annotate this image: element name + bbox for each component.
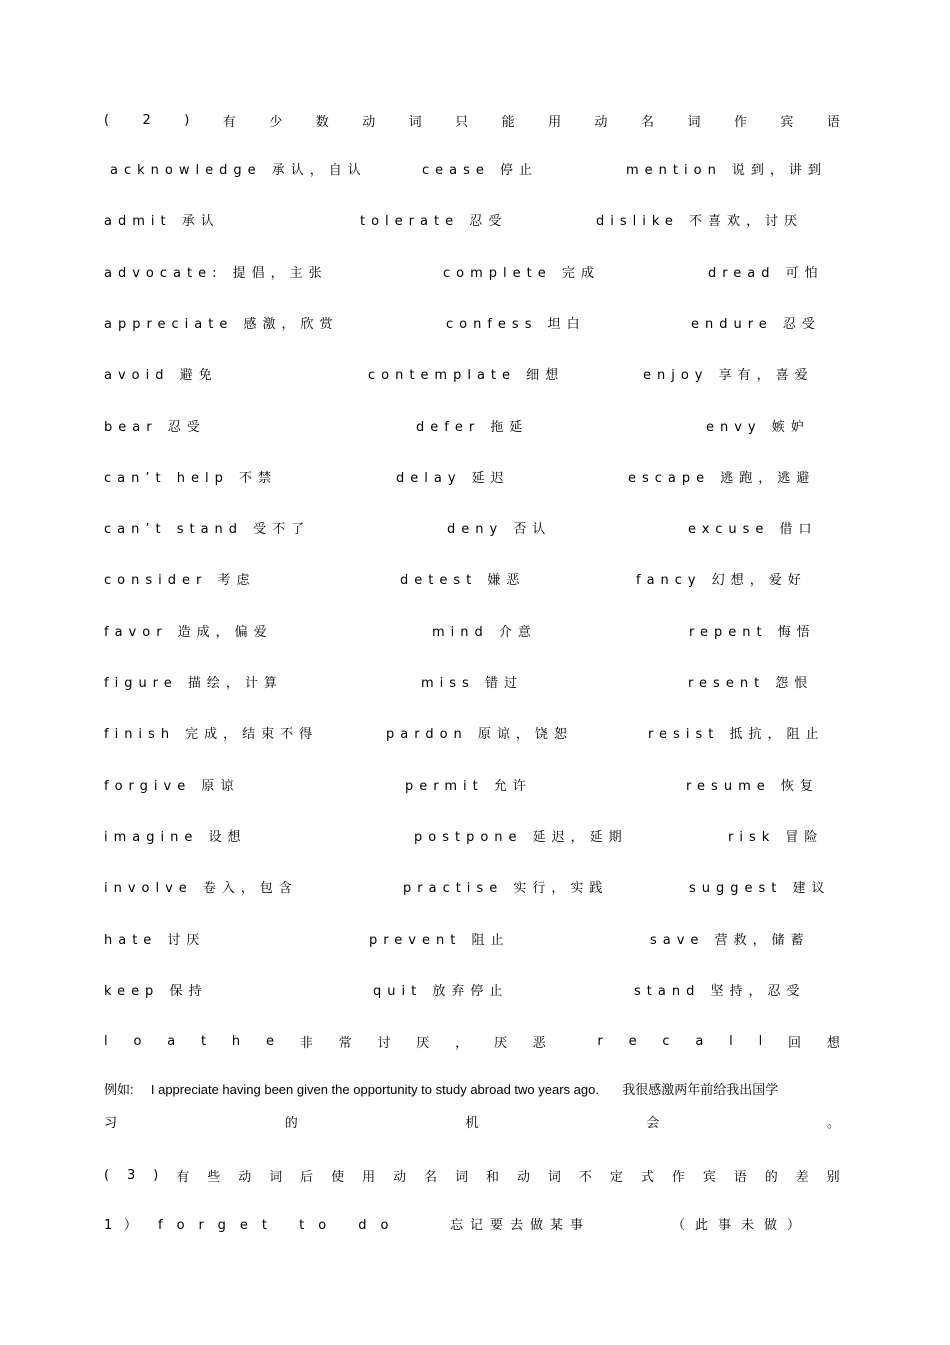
- heading-char: 别: [826, 1169, 840, 1185]
- verb-row: [0, 519, 950, 541]
- item-note: （此事未做）: [672, 1218, 811, 1233]
- heading-char: 词: [269, 1169, 283, 1185]
- item-number: 1: [104, 1218, 119, 1233]
- heading-char: 语: [826, 114, 840, 130]
- example-translation-tail: [104, 1112, 840, 1134]
- verb-entry: figure 描绘，计算: [104, 676, 283, 691]
- heading-char: 词: [455, 1169, 469, 1185]
- verb-entry: can’t help 不禁: [104, 471, 277, 486]
- heading-char: 使: [331, 1169, 345, 1185]
- section-heading-3: [104, 1164, 840, 1186]
- row-char: t: [201, 1033, 207, 1049]
- heading-char: 作: [733, 114, 747, 130]
- heading-char: 式: [640, 1169, 654, 1185]
- verb-entry: mind 介意: [432, 625, 537, 640]
- row-char: 讨: [377, 1035, 391, 1051]
- row-char: l: [729, 1033, 733, 1049]
- verb-entry: delay 延迟: [396, 471, 510, 486]
- row-char: 常: [338, 1035, 352, 1051]
- heading-char: 宾: [702, 1169, 716, 1185]
- heading-char: 词: [547, 1169, 561, 1185]
- verb-entry: tolerate 忍受: [360, 214, 508, 229]
- verb-entry: defer 拖延: [416, 420, 529, 435]
- verb-entry: dislike 不喜欢，讨厌: [596, 214, 804, 229]
- verb-entry: dread 可怕: [708, 266, 824, 281]
- verb-entry: enjoy 享有，喜爱: [643, 368, 814, 383]
- verb-entry: keep 保持: [104, 984, 208, 999]
- verb-row: [0, 468, 950, 490]
- verb-entry: forgive 原谅: [104, 779, 240, 794]
- verb-entry: deny 否认: [447, 522, 552, 537]
- heading-char: 语: [733, 1169, 747, 1185]
- verb-entry: acknowledge 承认，自认: [110, 163, 367, 178]
- row-char: c: [662, 1033, 670, 1049]
- heading-char: 有: [222, 114, 236, 130]
- verb-entry: imagine 设想: [104, 830, 247, 845]
- verb-entry: risk 冒险: [728, 830, 824, 845]
- heading-char: 名: [641, 114, 655, 130]
- verb-entry: avoid 避免: [104, 368, 218, 383]
- heading-char: (: [104, 1167, 110, 1183]
- verb-row: [0, 622, 950, 644]
- heading-char: 有: [176, 1169, 190, 1185]
- verb-entry: fancy 幻想，爱好: [636, 573, 807, 588]
- heading-char: 作: [671, 1169, 685, 1185]
- heading-char: 2: [142, 112, 151, 128]
- verb-entry: envy 嫉妒: [706, 420, 810, 435]
- heading-char: 用: [362, 1169, 376, 1185]
- verb-entry: mention 说到，讲到: [626, 163, 827, 178]
- row-char: 厌: [416, 1035, 430, 1051]
- verb-row: [0, 930, 950, 952]
- verb-entry: postpone 延迟，延期: [414, 830, 628, 845]
- heading-char: 后: [300, 1169, 314, 1185]
- verb-row: [0, 981, 950, 1003]
- verb-entry: excuse 借口: [688, 522, 818, 537]
- row-char: 恶: [532, 1035, 546, 1051]
- row-char: h: [231, 1033, 241, 1049]
- verb-entry: involve 卷入，包含: [104, 881, 298, 896]
- heading-char: 宾: [780, 114, 794, 130]
- example-sentence: [104, 1079, 778, 1098]
- verb-row: [0, 314, 950, 336]
- heading-char: 动: [594, 114, 608, 130]
- verb-entry: can’t stand 受不了: [104, 522, 311, 537]
- row-char: 厌: [493, 1035, 507, 1051]
- row-char: e: [628, 1033, 637, 1049]
- verb-entry: admit 承认: [104, 214, 220, 229]
- verb-row: [0, 417, 950, 439]
- heading-char: (: [104, 112, 110, 128]
- verb-entry: bear 忍受: [104, 420, 206, 435]
- row-char: a: [167, 1033, 176, 1049]
- verb-entry: endure 忍受: [691, 317, 821, 332]
- heading-char: 少: [269, 114, 283, 130]
- heading-char: 词: [408, 114, 422, 130]
- verb-row: [0, 776, 950, 798]
- verb-entry: complete 完成: [443, 266, 600, 281]
- heading-char: 动: [362, 114, 376, 130]
- verb-entry: resist 抵抗，阻止: [648, 727, 825, 742]
- item-forget-to-do: [0, 1215, 950, 1237]
- heading-char: 不: [578, 1169, 592, 1185]
- example-translation: 我很感激两年前给我出国学: [622, 1082, 779, 1097]
- verb-row: [0, 878, 950, 900]
- verb-entry: pardon 原谅，饶恕: [386, 727, 573, 742]
- verb-entry: detest 嫌恶: [400, 573, 526, 588]
- verb-row: [0, 365, 950, 387]
- heading-char: 能: [501, 114, 515, 130]
- verb-entry: resume 恢复: [686, 779, 819, 794]
- verb-row: [0, 673, 950, 695]
- translation-char: 会: [646, 1116, 660, 1131]
- row-char: o: [133, 1033, 142, 1049]
- row-char: l: [104, 1033, 108, 1049]
- row-char: 非: [299, 1035, 313, 1051]
- verb-row: [0, 724, 950, 746]
- heading-char: 差: [795, 1169, 809, 1185]
- row-char: ，: [455, 1035, 469, 1051]
- heading-char: ): [184, 112, 190, 128]
- verb-entry: miss 错过: [421, 676, 523, 691]
- verb-entry: consider 考虑: [104, 573, 256, 588]
- row-char: l: [758, 1033, 763, 1049]
- row-char: 回: [788, 1035, 802, 1051]
- verb-entry: quit 放弃停止: [373, 984, 509, 999]
- verb-entry: practise 实行，实践: [403, 881, 609, 896]
- example-label: 例如:: [104, 1082, 134, 1097]
- verb-entry: suggest 建议: [689, 881, 831, 896]
- verb-entry: stand 坚持，忍受: [634, 984, 806, 999]
- row-char: e: [265, 1033, 274, 1049]
- verb-entry: permit 允许: [405, 779, 532, 794]
- translation-char: 的: [284, 1116, 298, 1131]
- verb-row: [0, 827, 950, 849]
- translation-char: 习: [104, 1116, 118, 1131]
- verb-entry: resent 怨恨: [688, 676, 814, 691]
- row-char: 想: [826, 1035, 840, 1051]
- heading-char: 动: [393, 1169, 407, 1185]
- verb-row-loathe: [104, 1030, 840, 1052]
- verb-entry: prevent 阻止: [369, 933, 510, 948]
- verb-row: [0, 211, 950, 233]
- row-char: a: [695, 1033, 704, 1049]
- heading-char: ): [153, 1167, 159, 1183]
- item-phrase: forget to do: [158, 1218, 403, 1233]
- heading-char: 些: [207, 1169, 221, 1185]
- section-heading-2: [104, 109, 840, 131]
- verb-entry: cease 停止: [422, 163, 539, 178]
- verb-row: [0, 160, 950, 182]
- heading-char: 定: [609, 1169, 623, 1185]
- verb-entry: hate 讨厌: [104, 933, 206, 948]
- translation-char: 。: [826, 1116, 840, 1131]
- item-paren: ）: [124, 1218, 144, 1233]
- heading-char: 动: [238, 1169, 252, 1185]
- heading-char: 3: [127, 1167, 136, 1183]
- heading-char: 和: [485, 1169, 499, 1185]
- heading-char: 词: [687, 114, 701, 130]
- verb-entry: repent 悔悟: [689, 625, 816, 640]
- verb-entry: confess 坦白: [446, 317, 586, 332]
- item-meaning: 忘记要去做某事: [450, 1218, 591, 1233]
- row-char: r: [597, 1033, 603, 1049]
- heading-char: 名: [424, 1169, 438, 1185]
- translation-char: 机: [465, 1116, 479, 1131]
- verb-entry: save 营救，储蓄: [650, 933, 810, 948]
- heading-char: 用: [548, 114, 562, 130]
- verb-entry: escape 逃跑，逃避: [628, 471, 816, 486]
- heading-char: 动: [516, 1169, 530, 1185]
- verb-entry: appreciate 感激，欣赏: [104, 317, 339, 332]
- verb-entry: advocate: 提倡，主张: [104, 266, 328, 281]
- verb-entry: contemplate 细想: [368, 368, 565, 383]
- verb-row: [0, 570, 950, 592]
- example-english: I appreciate having been given the opportunity to study abroad two years ago.: [150, 1082, 599, 1097]
- verb-entry: favor 造成，偏爱: [104, 625, 273, 640]
- heading-char: 只: [455, 114, 469, 130]
- verb-entry: finish 完成，结束不得: [104, 727, 319, 742]
- verb-row: [0, 263, 950, 285]
- heading-char: 的: [764, 1169, 778, 1185]
- heading-char: 数: [315, 114, 329, 130]
